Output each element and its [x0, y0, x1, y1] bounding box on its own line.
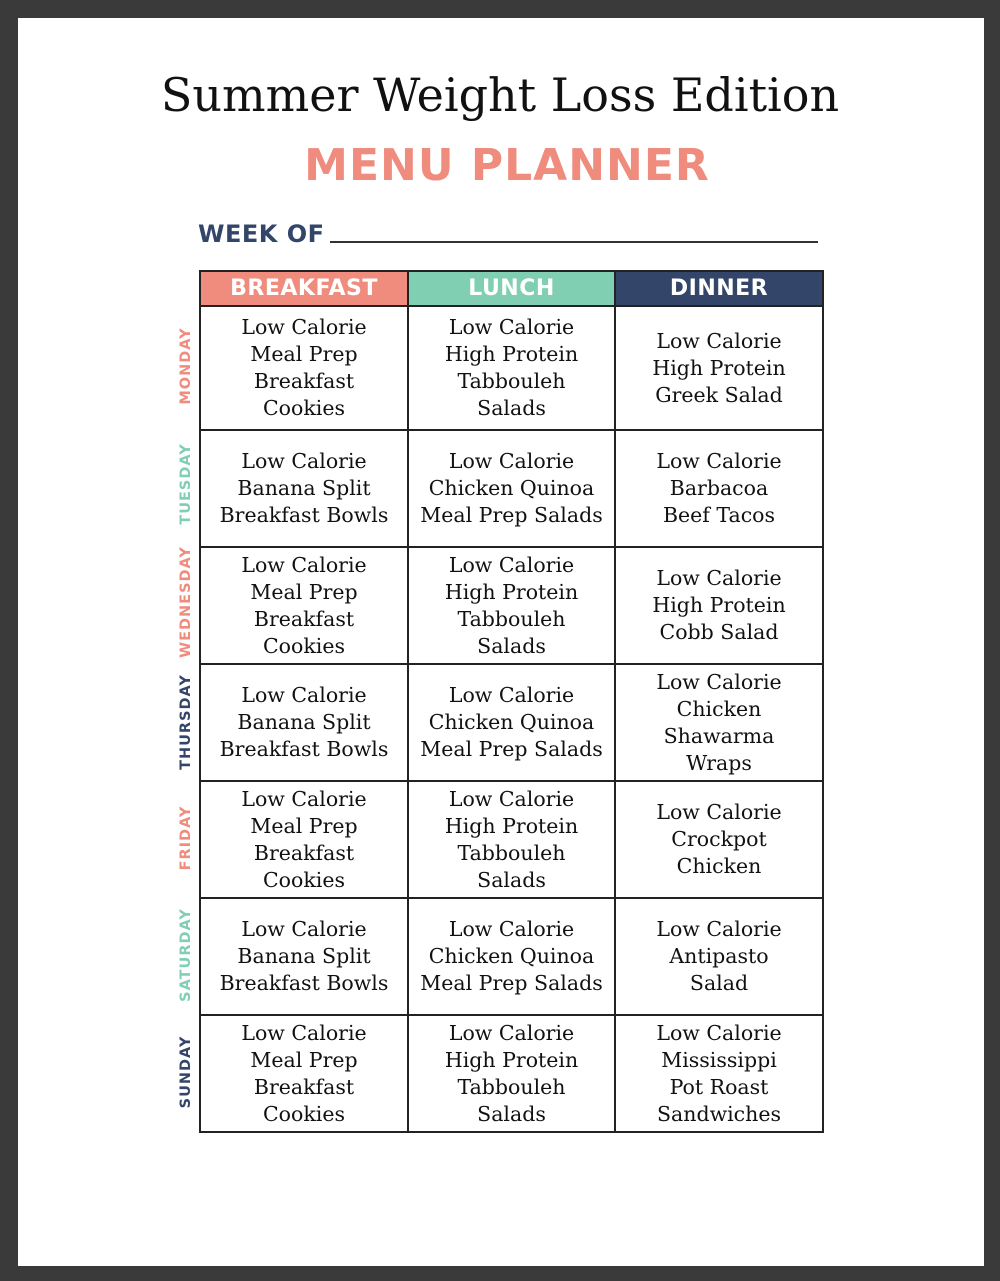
- table-row-tuesday: [200, 430, 823, 547]
- dinner-cell: Low Calorie High Protein Cobb Salad: [615, 547, 823, 664]
- dinner-cell: Low Calorie High Protein Greek Salad: [615, 306, 823, 430]
- week-of-line: [330, 241, 818, 243]
- dinner-cell: Low Calorie Mississippi Pot Roast Sandwiches: [615, 1015, 823, 1132]
- lunch-cell: Low Calorie High Protein Tabbouleh Salads: [408, 547, 615, 664]
- table-row-saturday: [200, 898, 823, 1015]
- lunch-cell: Low Calorie Chicken Quinoa Meal Prep Salads: [408, 898, 615, 1015]
- breakfast-cell: Low Calorie Banana Split Breakfast Bowls: [200, 898, 408, 1015]
- header-row: [200, 271, 823, 306]
- dinner-cell: Low Calorie Chicken Shawarma Wraps: [615, 664, 823, 781]
- column-header-lunch: LUNCH: [408, 271, 615, 306]
- breakfast-cell: Low Calorie Banana Split Breakfast Bowls: [200, 430, 408, 547]
- menu-table: [199, 270, 824, 1133]
- lunch-cell: Low Calorie High Protein Tabbouleh Salads: [408, 781, 615, 898]
- column-header-breakfast: BREAKFAST: [200, 271, 408, 306]
- lunch-cell: Low Calorie High Protein Tabbouleh Salads: [408, 1015, 615, 1132]
- day-label-tuesday: TUESDAY: [178, 443, 194, 525]
- day-label-friday: FRIDAY: [178, 805, 194, 871]
- week-of-label: WEEK OF: [198, 220, 325, 248]
- table-row-thursday: [200, 664, 823, 781]
- breakfast-cell: Low Calorie Banana Split Breakfast Bowls: [200, 664, 408, 781]
- breakfast-cell: Low Calorie Meal Prep Breakfast Cookies: [200, 547, 408, 664]
- day-label-saturday: SATURDAY: [178, 908, 194, 1002]
- day-label-thursday: THURSDAY: [178, 674, 194, 770]
- column-header-dinner: DINNER: [615, 271, 823, 306]
- lunch-cell: Low Calorie High Protein Tabbouleh Salads: [408, 306, 615, 430]
- breakfast-cell: Low Calorie Meal Prep Breakfast Cookies: [200, 1015, 408, 1132]
- table-row-friday: [200, 781, 823, 898]
- day-label-monday: MONDAY: [178, 327, 194, 405]
- dinner-cell: Low Calorie Crockpot Chicken: [615, 781, 823, 898]
- breakfast-cell: Low Calorie Meal Prep Breakfast Cookies: [200, 306, 408, 430]
- dinner-cell: Low Calorie Antipasto Salad: [615, 898, 823, 1015]
- lunch-cell: Low Calorie Chicken Quinoa Meal Prep Salads: [408, 430, 615, 547]
- lunch-cell: Low Calorie Chicken Quinoa Meal Prep Salads: [408, 664, 615, 781]
- table-row-wednesday: [200, 547, 823, 664]
- day-label-sunday: SUNDAY: [178, 1035, 194, 1109]
- page-subtitle: MENU PLANNER: [304, 140, 710, 191]
- page-title: Summer Weight Loss Edition: [160, 68, 840, 122]
- dinner-cell: Low Calorie Barbacoa Beef Tacos: [615, 430, 823, 547]
- table-row-monday: [200, 306, 823, 430]
- table-row-sunday: [200, 1015, 823, 1132]
- day-label-wednesday: WEDNESDAY: [178, 546, 194, 658]
- breakfast-cell: Low Calorie Meal Prep Breakfast Cookies: [200, 781, 408, 898]
